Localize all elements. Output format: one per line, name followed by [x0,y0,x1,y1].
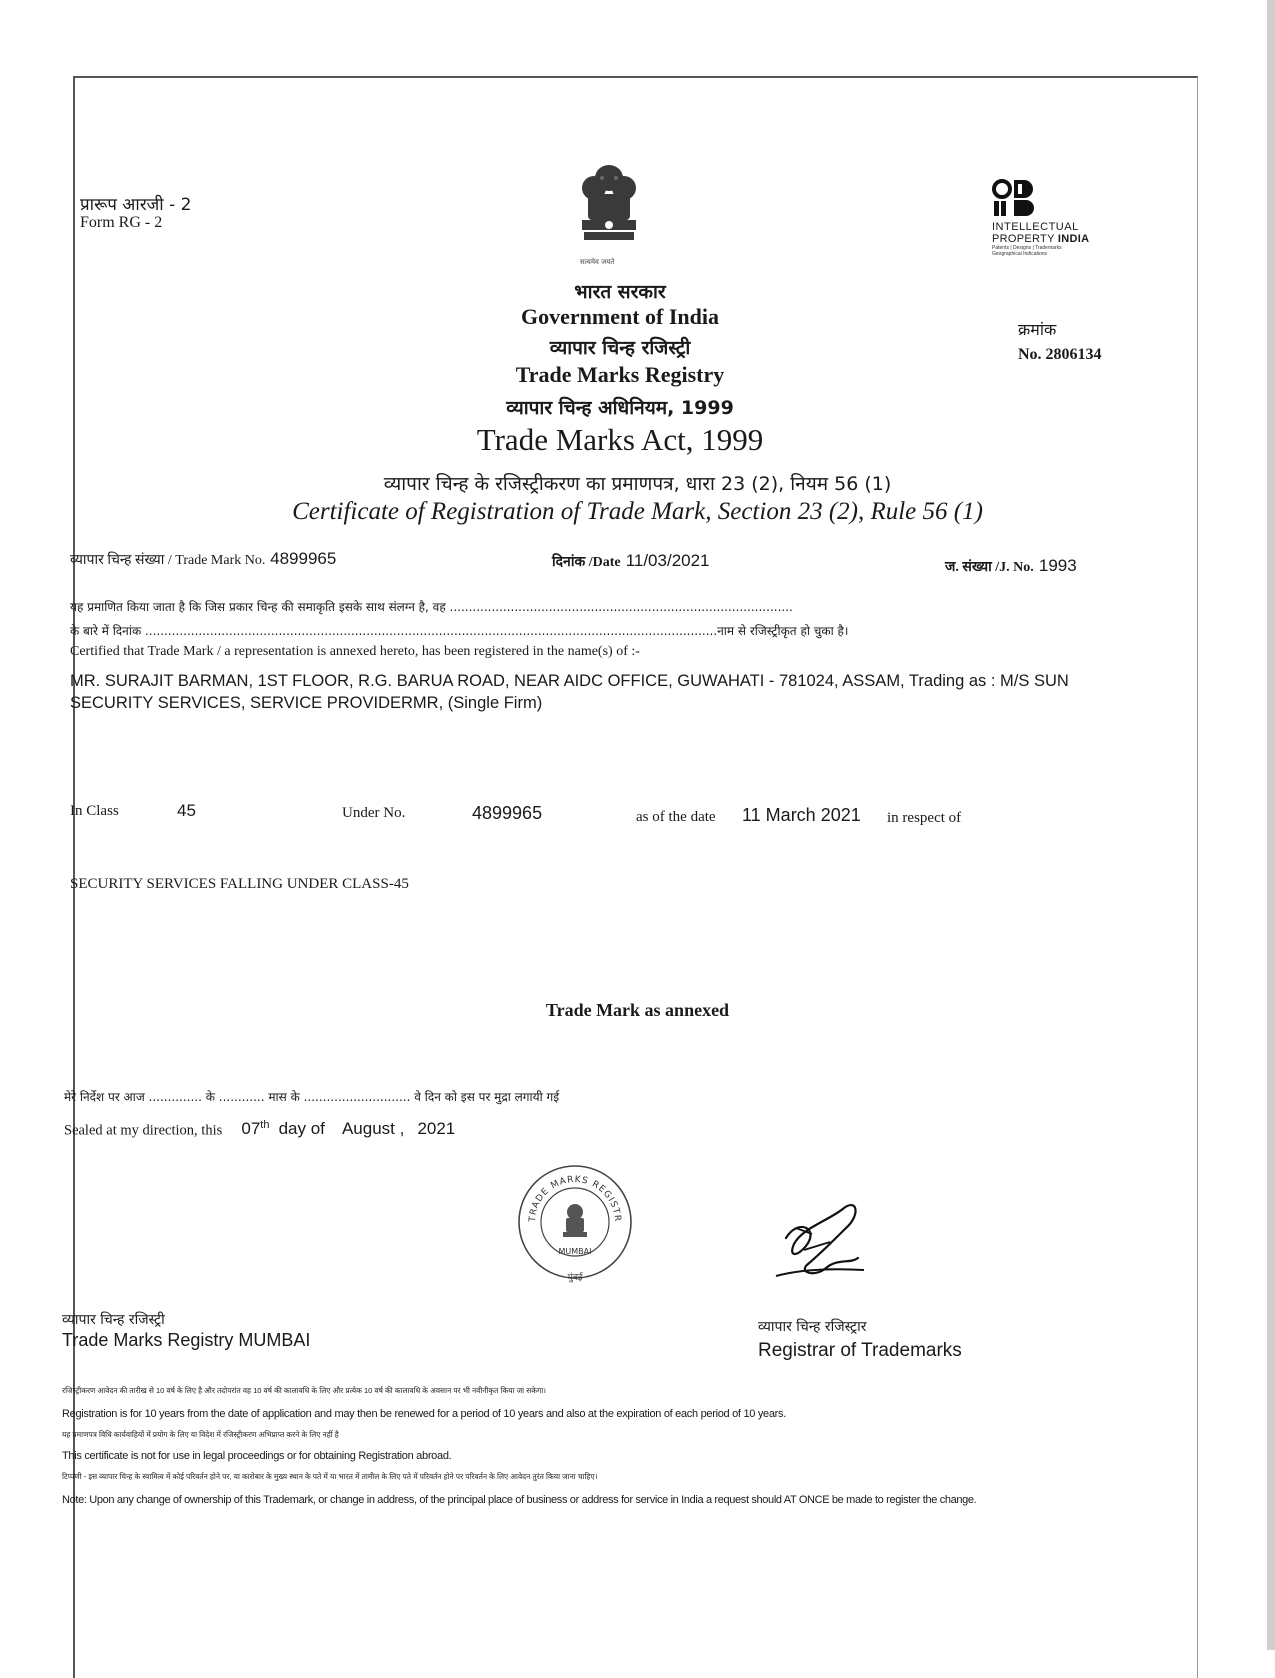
footer-registry-hindi: व्यापार चिन्ह रजिस्ट्री [62,1312,165,1328]
date-label: दिनांक /Date [552,555,621,570]
sealed-day: 07 [241,1119,261,1139]
registry-english: Trade Marks Registry [515,362,725,387]
form-number-hindi: प्रारूप आरजी - 2 [80,195,192,215]
ip-india-mark-icon [992,178,1038,218]
journal-number: 1993 [1038,556,1077,575]
under-number-label: Under No. [342,805,406,821]
ip-logo-line2a: PROPERTY [992,233,1058,245]
national-emblem [570,160,648,260]
note1-english: Registration is for 10 years from the date of application and may then be renewed for a period of 10 years and also at the expiration of each period of 10 years. [62,1408,786,1420]
ip-logo-line2b: INDIA [1057,233,1090,245]
government-english: Government of India [521,304,719,329]
registrar-title-hindi: व्यापार चिन्ह रजिस्ट्रार [758,1319,867,1335]
certify-hindi-line1: यह प्रमाणित किया जाता है कि जिस प्रकार चिन्ह की समाकृति इसके साथ संलग्न है, वह .......................................................................................... [70,600,793,614]
certificate-title-english: Certificate of Registration of Trade Mark, Section 23 (2), Rule 56 (1) [292,498,983,525]
sealed-day-of: day of [278,1119,325,1139]
certify-hindi-line2: के बारे में दिनांक ......................................................................................................................................................नाम से रजिस्ट्रीकृत हो चुका है। [70,624,849,638]
note3-hindi: टिप्पणी - इस व्यापार चिन्ह के स्वामित्व में कोई परिवर्तन होने पर, या कारोबार के मुख्य स्थान के पते में या भारत में तामील के लिए पते में परिवर्तन होने पर परिवर्तन के लिए आवेदन तुरंत किया जाना चाहिए। [62,1472,598,1481]
government-hindi: भारत सरकार [574,281,666,303]
svg-text:TRADE MARKS REGISTRY: TRADE MARKS REGISTR [527,1174,623,1223]
trade-mark-annexed: Trade Mark as annexed [545,1000,730,1020]
owner-line1: MR. SURAJIT BARMAN, 1ST FLOOR, R.G. BARUA ROAD, NEAR AIDC OFFICE, GUWAHATI - 781024, ASSAM, Trading as : M/S SUN [70,672,1069,690]
emblem-motto: सत्यमेव जयते [580,258,615,266]
serial-number: No. 2806134 [1018,346,1102,363]
note2-hindi: यह प्रमाणपत्र विधि कार्यवाहियों में प्रयोग के लिए या विदेश में रजिस्ट्रीकरण अभिप्राप्त करने के लिए नहीं है [62,1430,339,1439]
svg-text:मुंबई: मुंबई [567,1273,583,1283]
class-label: In Class [70,803,119,819]
certificate-title-hindi: व्यापार चिन्ह के रजिस्ट्रीकरण का प्रमाणपत्र, धारा 23 (2), नियम 56 (1) [383,473,892,495]
journal-number-label: ज. संख्या /J. No. [945,560,1034,575]
ip-logo-line3: Patents | Designs | Trademarks [992,245,1062,251]
registry-seal-stamp [513,1156,638,1286]
note3-english: Note: Upon any change of ownership of this Trademark, or change in address, of the principal place of business or address for service in India a request should AT ONCE be made to register the change. [62,1494,977,1506]
registrar-signature [768,1198,878,1293]
act-hindi: व्यापार चिन्ह अधिनियम, 1999 [506,397,734,419]
note1-hindi: रजिस्ट्रीकरण आवेदन की तारीख से 10 वर्ष के लिए है और तदोपरांत वह 10 वर्ष की कालावधि के लिए और प्रत्येक 10 वर्ष की कालावधि के अवसान पर भी नवीनीकृत किया जा सकेगा। [62,1386,547,1395]
as-of-date: 11 March 2021 [742,805,861,825]
ip-logo-line1: INTELLECTUAL [992,221,1079,233]
in-respect-of-label: in respect of [887,810,962,826]
under-number: 4899965 [472,803,543,823]
footer-registry-english: Trade Marks Registry MUMBAI [62,1330,311,1350]
date-value: 11/03/2021 [625,551,710,570]
sealed-label: Sealed at my direction, this [64,1122,223,1139]
trademark-number: 4899965 [270,549,337,568]
note2-english: This certificate is not for use in legal proceedings or for obtaining Registration abroad. [62,1450,452,1462]
registry-hindi: व्यापार चिन्ह रजिस्ट्री [549,337,691,359]
sealed-year: 2021 [417,1119,456,1139]
trademark-number-label: व्यापार चिन्ह संख्या / Trade Mark No. [70,553,266,568]
sealed-month: August , [341,1119,405,1139]
class-value: 45 [177,801,196,820]
serial-label-hindi: क्रमांक [1018,320,1057,339]
sealed-day-suffix: th [260,1119,270,1131]
owner-line2: SECURITY SERVICES, SERVICE PROVIDERMR, (Single Firm) [70,694,543,712]
svg-text:MUMBAI: MUMBAI [558,1247,592,1256]
goods-services: SECURITY SERVICES FALLING UNDER CLASS-45 [70,876,409,892]
certify-english: Certified that Trade Mark / a representation is annexed hereto, has been registered in the name(s) of :- [70,644,640,659]
ip-india-logo [992,178,1102,270]
as-of-date-label: as of the date [636,809,716,825]
form-number: Form RG - 2 [80,214,163,231]
sealed-hindi: मेरे निर्देश पर आज .............. के ............ मास के ............................ वे दिन को इस पर मुद्रा लगायी गई [64,1090,560,1104]
scan-edge [1267,0,1275,1650]
registrar-title-english: Registrar of Trademarks [758,1340,962,1361]
ip-logo-line4: Geographical Indications [992,251,1048,257]
act-english: Trade Marks Act, 1999 [476,422,764,457]
